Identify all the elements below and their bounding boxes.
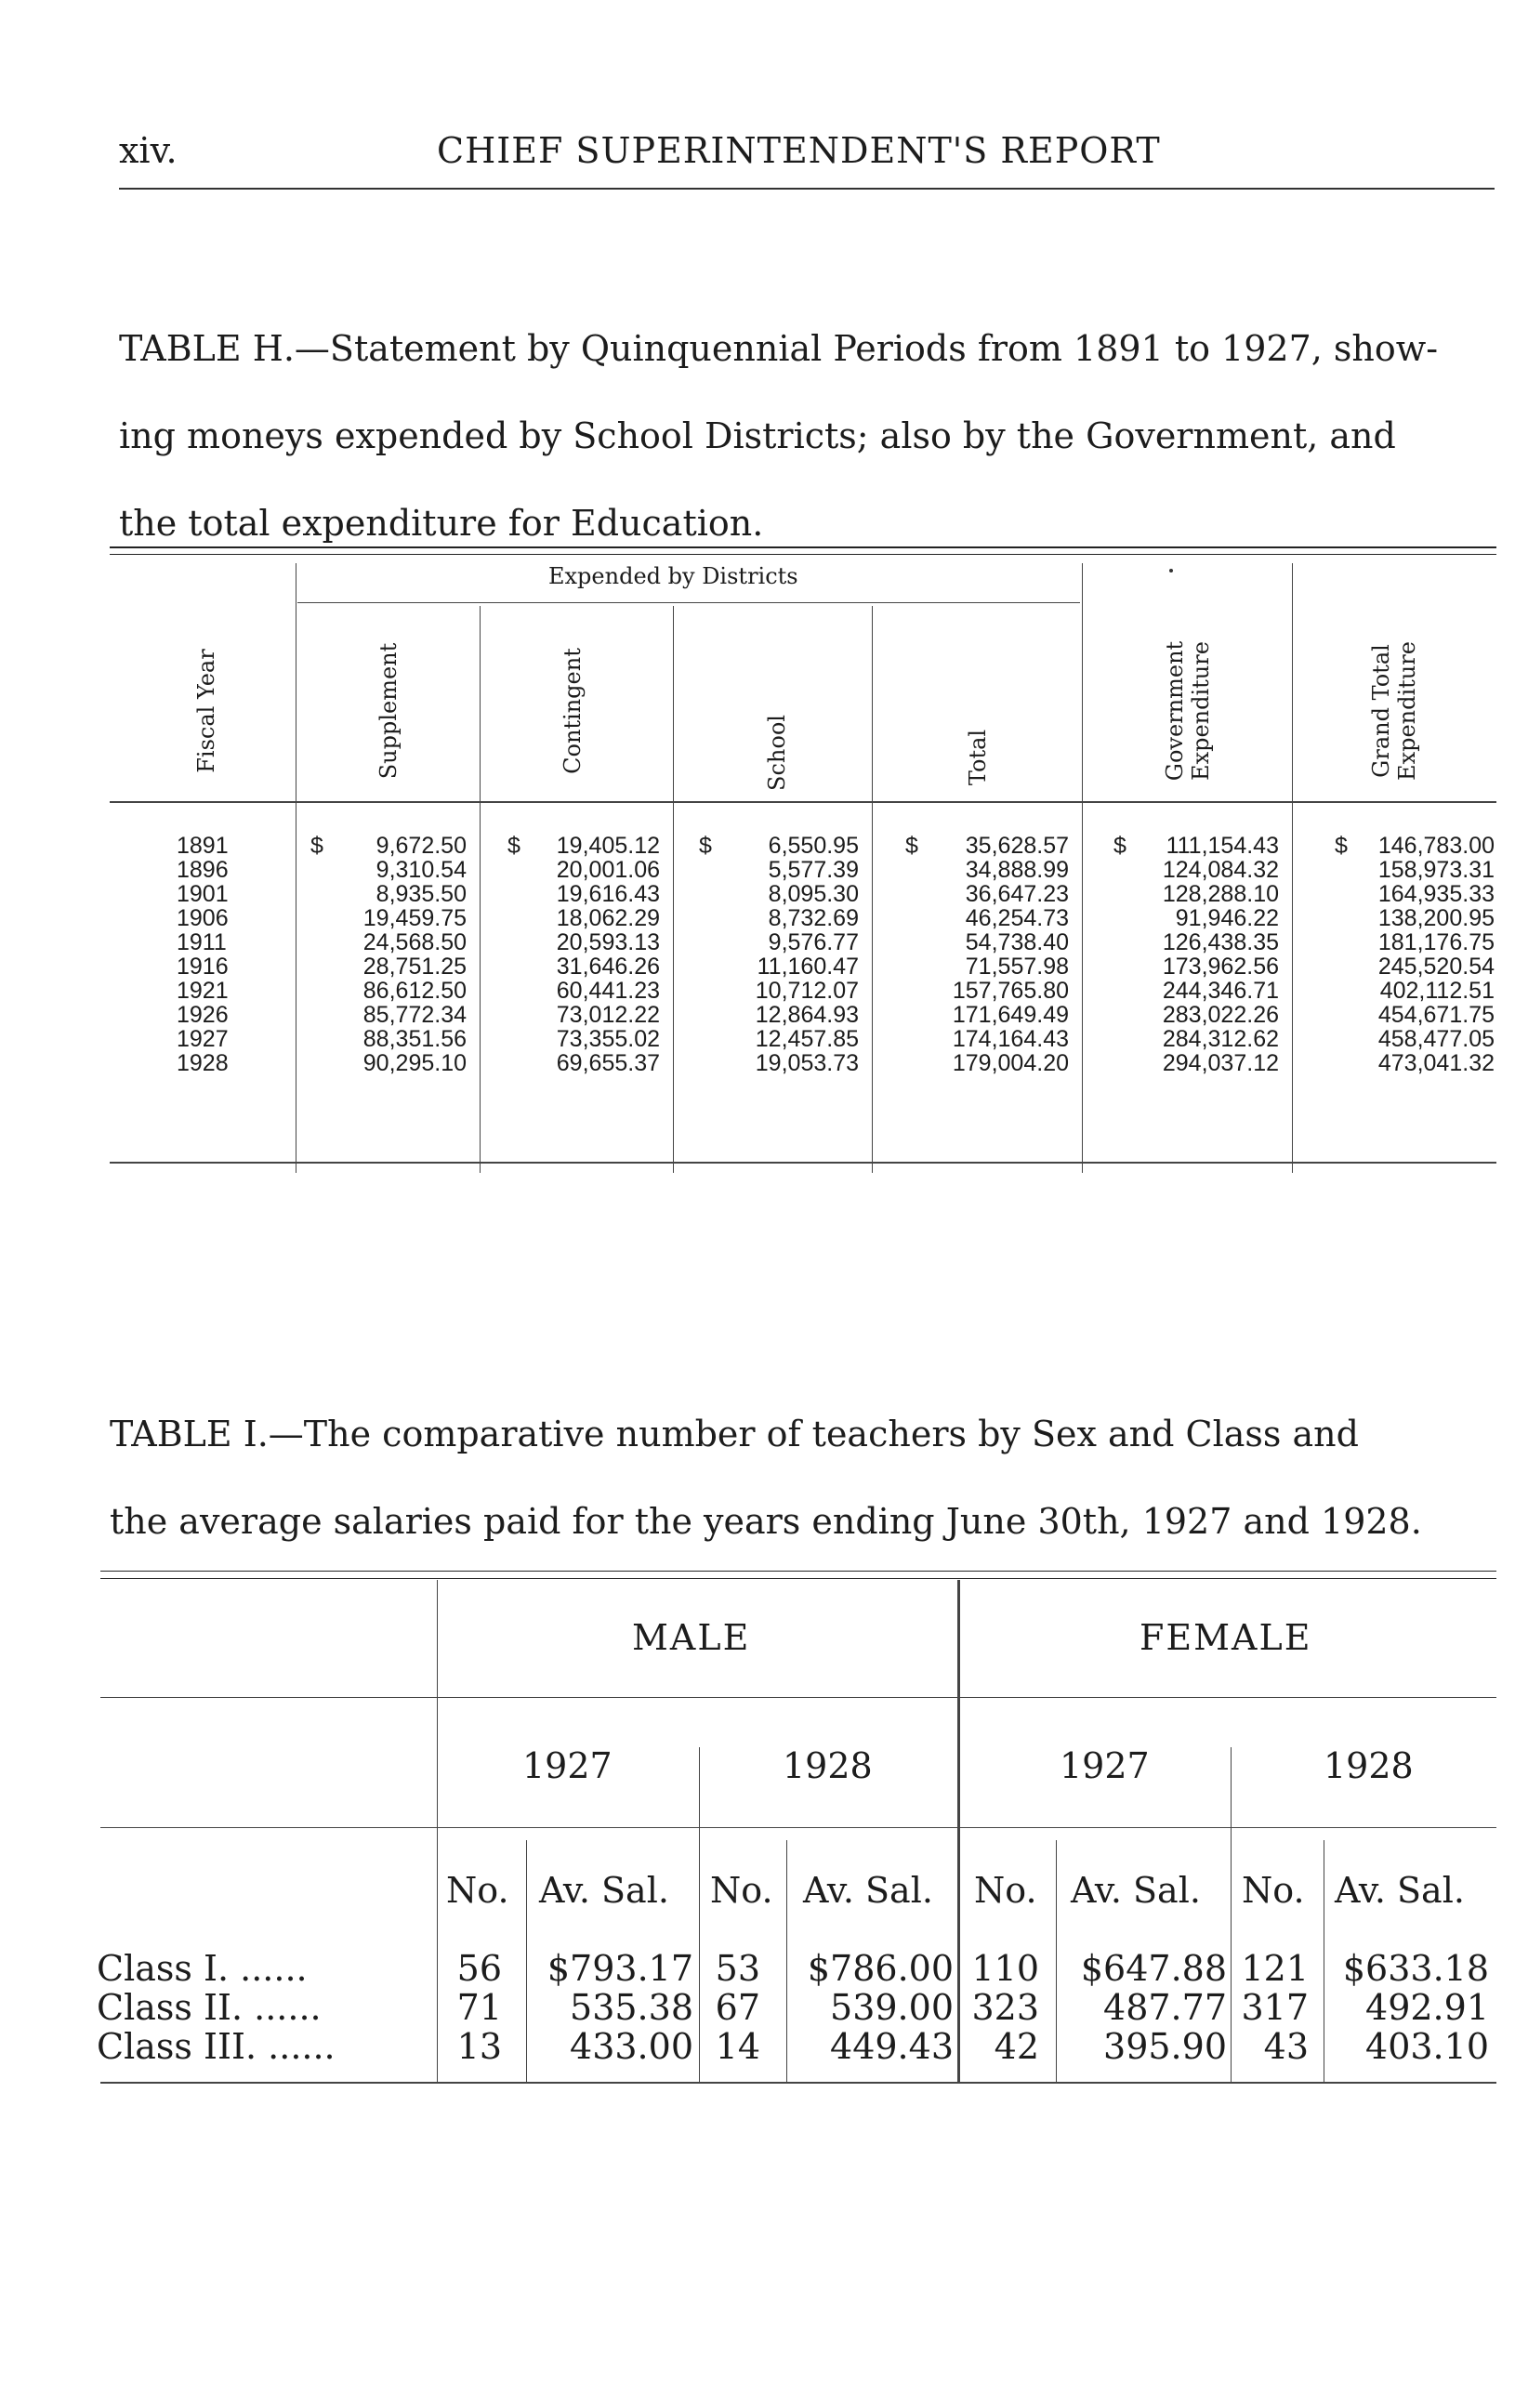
cell-contingent: 18,062.29 xyxy=(556,905,660,931)
year-female-1927: 1927 xyxy=(1060,1745,1150,1786)
cell-grand-total: 138,200.95 xyxy=(1377,905,1495,931)
running-title: CHIEF SUPERINTENDENT'S REPORT xyxy=(437,130,1161,171)
cell-government: 244,346.71 xyxy=(1162,978,1279,1004)
cell-female-1928-no: 121 xyxy=(1241,1948,1309,1989)
cell-male-1928-av-sal: 539.00 xyxy=(830,1987,954,2028)
cell-female-1928-no: 317 xyxy=(1241,1987,1309,2028)
cell-supplement: 86,612.50 xyxy=(362,978,467,1004)
col-head-supplement: Supplement xyxy=(375,642,402,780)
col-head-grand-total-line2: Expenditure xyxy=(1394,641,1420,781)
cell-male-1928-av-sal: $786.00 xyxy=(807,1948,954,1989)
cell-female-1927-av-sal: 395.90 xyxy=(1103,2026,1227,2067)
cell-supplement: 8,935.50 xyxy=(375,881,467,907)
cell-total: 54,738.40 xyxy=(965,929,1069,955)
table-i-top-rule-2 xyxy=(100,1578,1496,1579)
cell-grand-total: 146,783.00 xyxy=(1377,833,1495,859)
cell-supplement: 88,351.56 xyxy=(362,1026,467,1052)
cell-government: 283,022.26 xyxy=(1162,1002,1279,1028)
cell-male-1927-av-sal: $793.17 xyxy=(547,1948,693,1989)
cell-year: 1911 xyxy=(177,929,227,955)
table-h-caption-line: TABLE H.—Statement by Quinquennial Periods from 1891 to 1927, show- xyxy=(119,328,1439,369)
cell-government: 91,946.22 xyxy=(1175,905,1279,931)
cell-contingent: 73,012.22 xyxy=(556,1002,660,1028)
cell-total: 171,649.49 xyxy=(952,1002,1069,1028)
cell-female-1927-no: 42 xyxy=(994,2026,1039,2067)
cell-supplement: 9,310.54 xyxy=(375,857,467,883)
cell-grand-total: 245,520.54 xyxy=(1377,954,1495,980)
subhead-av-sal: Av. Sal. xyxy=(1071,1870,1201,1911)
cell-total: 36,647.23 xyxy=(965,881,1069,907)
cell-year: 1901 xyxy=(177,881,229,907)
group-header-districts: Expended by Districts xyxy=(548,563,798,589)
page-number: xiv. xyxy=(119,130,178,171)
cell-total: 157,765.80 xyxy=(952,978,1069,1004)
year-male-1928: 1928 xyxy=(783,1745,873,1786)
cell-year: 1891 xyxy=(177,833,229,859)
cell-supplement: 85,772.34 xyxy=(362,1002,467,1028)
table-i-header-rule xyxy=(100,1827,1496,1828)
cell-female-1927-av-sal: $647.88 xyxy=(1080,1948,1227,1989)
cell-government: 284,312.62 xyxy=(1162,1026,1279,1052)
cell-supplement: 19,459.75 xyxy=(362,905,467,931)
group-male xyxy=(0,1617,1515,1664)
cell-year: 1921 xyxy=(177,978,229,1004)
cell-male-1927-av-sal: 433.00 xyxy=(570,2026,693,2067)
cell-female-1928-no: 43 xyxy=(1263,2026,1309,2067)
currency-sign: $ xyxy=(310,833,323,859)
cell-female-1928-av-sal: 403.10 xyxy=(1365,2026,1489,2067)
cell-male-1927-no: 71 xyxy=(456,1987,502,2028)
table-i-body xyxy=(0,1948,1515,2069)
cell-government: 128,288.10 xyxy=(1162,881,1279,907)
col-head-grand-total-line1: Grand Total xyxy=(1368,644,1394,778)
cell-government: 126,438.35 xyxy=(1162,929,1279,955)
cell-male-1927-av-sal: 535.38 xyxy=(570,1987,693,2028)
cell-school: 8,732.69 xyxy=(768,905,859,931)
cell-year: 1896 xyxy=(177,857,229,883)
cell-contingent: 69,655.37 xyxy=(556,1050,660,1076)
cell-school: 11,160.47 xyxy=(757,954,859,980)
year-male-1927: 1927 xyxy=(522,1745,613,1786)
col-head-total: Total xyxy=(965,729,991,786)
currency-sign: $ xyxy=(1335,833,1348,859)
cell-year: 1927 xyxy=(177,1026,229,1052)
table-i-caption-line: TABLE I.—The comparative number of teachers by Sex and Class and xyxy=(110,1414,1359,1454)
cell-total: 179,004.20 xyxy=(952,1050,1069,1076)
cell-male-1928-av-sal: 449.43 xyxy=(830,2026,954,2067)
cell-year: 1926 xyxy=(177,1002,229,1028)
cell-female-1927-av-sal: 487.77 xyxy=(1103,1987,1227,2028)
cell-grand-total: 164,935.33 xyxy=(1377,881,1495,907)
cell-government: 124,084.32 xyxy=(1162,857,1279,883)
table-h-caption-line: ing moneys expended by School Districts; also by the Government, and xyxy=(119,415,1396,456)
cell-grand-total: 454,671.75 xyxy=(1377,1002,1495,1028)
row-label: Class I. ...... xyxy=(97,1948,308,1989)
cell-school: 19,053.73 xyxy=(755,1050,859,1076)
table-i-header-rule xyxy=(100,1697,1496,1698)
cell-total: 46,254.73 xyxy=(965,905,1069,931)
currency-sign: $ xyxy=(699,833,712,859)
col-head-government-line1: Government xyxy=(1162,640,1188,782)
table-row xyxy=(0,1948,1515,1987)
subhead-no: No. xyxy=(710,1870,773,1911)
table-h-caption-line: the total expenditure for Education. xyxy=(119,503,764,544)
cell-supplement: 24,568.50 xyxy=(362,929,467,955)
cell-total: 174,164.43 xyxy=(952,1026,1069,1052)
cell-supplement: 9,672.50 xyxy=(375,833,467,859)
cell-grand-total: 181,176.75 xyxy=(1377,929,1495,955)
cell-year: 1916 xyxy=(177,954,229,980)
cell-female-1928-av-sal: 492.91 xyxy=(1365,1987,1489,2028)
currency-sign: $ xyxy=(1113,833,1126,859)
group-female-label: FEMALE xyxy=(1140,1617,1312,1658)
cell-male-1927-no: 13 xyxy=(456,2026,502,2067)
cell-male-1928-no: 14 xyxy=(715,2026,760,2067)
cell-total: 35,628.57 xyxy=(965,833,1069,859)
cell-year: 1906 xyxy=(177,905,229,931)
table-i-caption-line: the average salaries paid for the years ending June 30th, 1927 and 1928. xyxy=(110,1501,1422,1542)
cell-grand-total: 158,973.31 xyxy=(1377,857,1495,883)
cell-government: 111,154.43 xyxy=(1166,833,1279,859)
cell-government: 173,962.56 xyxy=(1162,954,1279,980)
cell-school: 10,712.07 xyxy=(755,978,859,1004)
subhead-no: No. xyxy=(446,1870,509,1911)
cell-female-1927-no: 323 xyxy=(971,1987,1039,2028)
cell-supplement: 90,295.10 xyxy=(362,1050,467,1076)
cell-contingent: 20,001.06 xyxy=(556,857,660,883)
subhead-no: No. xyxy=(974,1870,1037,1911)
cell-school: 8,095.30 xyxy=(768,881,859,907)
cell-grand-total: 473,041.32 xyxy=(1377,1050,1495,1076)
row-label: Class II. ...... xyxy=(97,1987,322,2028)
cell-year: 1928 xyxy=(177,1050,229,1076)
currency-sign: $ xyxy=(905,833,918,859)
subhead-av-sal: Av. Sal. xyxy=(539,1870,669,1911)
cell-female-1928-av-sal: $633.18 xyxy=(1342,1948,1489,1989)
cell-total: 34,888.99 xyxy=(965,857,1069,883)
subhead-no: No. xyxy=(1242,1870,1305,1911)
table-i-bottom-rule xyxy=(100,2082,1496,2084)
cell-contingent: 19,616.43 xyxy=(556,881,660,907)
cell-school: 12,864.93 xyxy=(755,1002,859,1028)
currency-sign: $ xyxy=(507,833,520,859)
cell-male-1928-no: 53 xyxy=(715,1948,760,1989)
col-head-fiscal-year: Fiscal Year xyxy=(193,649,219,773)
cell-school: 9,576.77 xyxy=(768,929,859,955)
cell-school: 12,457.85 xyxy=(755,1026,859,1052)
cell-grand-total: 458,477.05 xyxy=(1377,1026,1495,1052)
col-head-contingent: Contingent xyxy=(560,648,586,774)
col-head-school: School xyxy=(764,715,790,791)
cell-total: 71,557.98 xyxy=(965,954,1069,980)
cell-contingent: 20,593.13 xyxy=(556,929,660,955)
row-label: Class III. ...... xyxy=(97,2026,336,2067)
table-i-top-rule xyxy=(100,1571,1496,1572)
table-row xyxy=(0,2026,1515,2065)
cell-contingent: 73,355.02 xyxy=(556,1026,660,1052)
cell-grand-total: 402,112.51 xyxy=(1379,978,1495,1004)
table-row xyxy=(0,1987,1515,2026)
cell-school: 5,577.39 xyxy=(768,857,859,883)
cell-female-1927-no: 110 xyxy=(971,1948,1039,1989)
year-headers xyxy=(0,1745,1515,1792)
group-male-label: MALE xyxy=(632,1617,751,1658)
subhead-av-sal: Av. Sal. xyxy=(1335,1870,1465,1911)
year-female-1928: 1928 xyxy=(1324,1745,1414,1786)
cell-supplement: 28,751.25 xyxy=(362,954,467,980)
cell-contingent: 19,405.12 xyxy=(556,833,660,859)
col-head-government-line2: Expenditure xyxy=(1188,641,1214,781)
cell-government: 294,037.12 xyxy=(1162,1050,1279,1076)
cell-contingent: 60,441.23 xyxy=(556,978,660,1004)
cell-male-1927-no: 56 xyxy=(456,1948,502,1989)
cell-contingent: 31,646.26 xyxy=(556,954,660,980)
cell-male-1928-no: 67 xyxy=(715,1987,760,2028)
subhead-av-sal: Av. Sal. xyxy=(803,1870,933,1911)
sub-headers xyxy=(0,1870,1515,1916)
cell-school: 6,550.95 xyxy=(768,833,859,859)
